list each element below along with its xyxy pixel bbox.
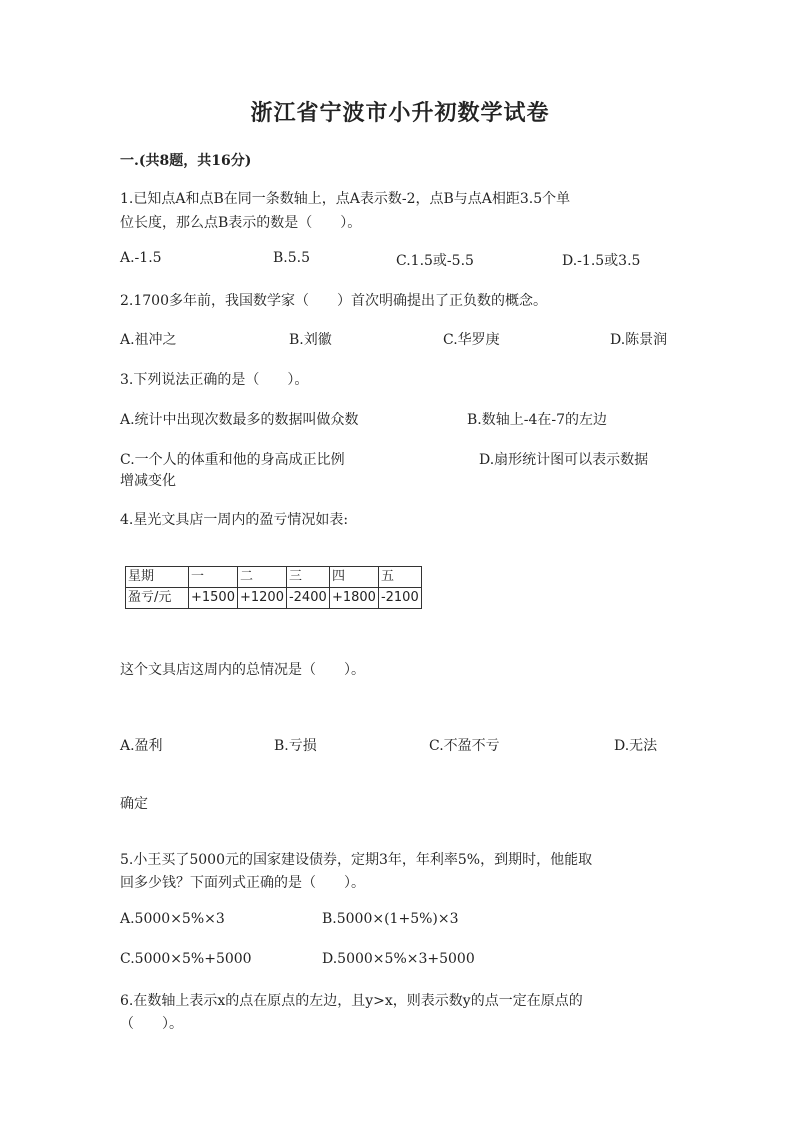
table-header-cell: 星期 xyxy=(126,567,189,588)
section-heading: 一.(共8题，共16分) xyxy=(120,153,252,169)
q6-text-line2: （ ）。 xyxy=(120,1016,183,1032)
q4-text-line1: 4.星光文具店一周内的盈亏情况如表: xyxy=(120,512,349,528)
q4-option-b: B.亏损 xyxy=(274,738,317,754)
q3-option-a: A.统计中出现次数最多的数据叫做众数 xyxy=(120,412,359,428)
q4-option-d-continuation: 确定 xyxy=(120,796,148,812)
q1-option-b: B.5.5 xyxy=(273,250,311,266)
q4-option-a: A.盈利 xyxy=(120,738,163,754)
q5-text-line1: 5.小王买了5000元的国家建设债券，定期3年，年利率5%，到期时，他能取 xyxy=(120,852,593,868)
table-row xyxy=(126,567,422,588)
table-cell: 盈亏/元 xyxy=(126,588,189,609)
profit-loss-table xyxy=(125,566,422,609)
q5-text-line2: 回多少钱？下面列式正确的是（ ）。 xyxy=(120,875,365,891)
q3-text-line1: 3.下列说法正确的是（ ）。 xyxy=(120,372,309,388)
table-cell: +1500 xyxy=(189,588,238,609)
q1-option-c: C.1.5或-5.5 xyxy=(396,253,474,269)
q5-option-c: C.5000×5%+5000 xyxy=(120,951,252,967)
table-cell: +1800 xyxy=(329,588,378,609)
table-cell: +1200 xyxy=(237,588,286,609)
q1-text-line1: 1.已知点A和点B在同一条数轴上，点A表示数-2，点B与点A相距3.5个单 xyxy=(120,191,571,207)
table-header-cell: 四 xyxy=(329,567,378,588)
q3-option-d-continuation: 增减变化 xyxy=(120,473,176,489)
q2-text-line1: 2.1700多年前，我国数学家（ ）首次明确提出了正负数的概念。 xyxy=(120,293,547,309)
q4-option-d: D.无法 xyxy=(614,738,658,754)
q2-option-a: A.祖冲之 xyxy=(120,332,177,348)
q3-option-d: D.扇形统计图可以表示数据 xyxy=(479,452,649,468)
table-header-cell: 一 xyxy=(189,567,238,588)
q2-option-d: D.陈景润 xyxy=(610,332,668,348)
table-header-cell: 二 xyxy=(237,567,286,588)
q6-text-line1: 6.在数轴上表示x的点在原点的左边，且y>x，则表示数y的点一定在原点的 xyxy=(120,993,583,1009)
q5-option-b: B.5000×(1+5%)×3 xyxy=(322,911,459,927)
q2-option-c: C.华罗庚 xyxy=(443,332,500,348)
q4-option-c: C.不盈不亏 xyxy=(429,738,500,754)
q1-option-a: A.-1.5 xyxy=(120,250,162,266)
q1-option-d: D.-1.5或3.5 xyxy=(562,253,641,269)
q5-option-d: D.5000×5%×3+5000 xyxy=(322,951,475,967)
q3-option-c: C.一个人的体重和他的身高成正比例 xyxy=(120,452,345,468)
table-cell: -2400 xyxy=(286,588,329,609)
table-header-cell: 五 xyxy=(378,567,421,588)
exam-title: 浙江省宁波市小升初数学试卷 xyxy=(250,100,550,126)
q5-option-a: A.5000×5%×3 xyxy=(120,911,225,927)
q4-text-line2: 这个文具店这周内的总情况是（ ）。 xyxy=(120,662,365,678)
table-cell: -2100 xyxy=(378,588,421,609)
table-row xyxy=(126,588,422,609)
q3-option-b: B.数轴上-4在-7的左边 xyxy=(467,412,608,428)
q1-text-line2: 位长度，那么点B表示的数是（ ）。 xyxy=(120,215,362,231)
table-header-cell: 三 xyxy=(286,567,329,588)
q2-option-b: B.刘徽 xyxy=(289,332,332,348)
